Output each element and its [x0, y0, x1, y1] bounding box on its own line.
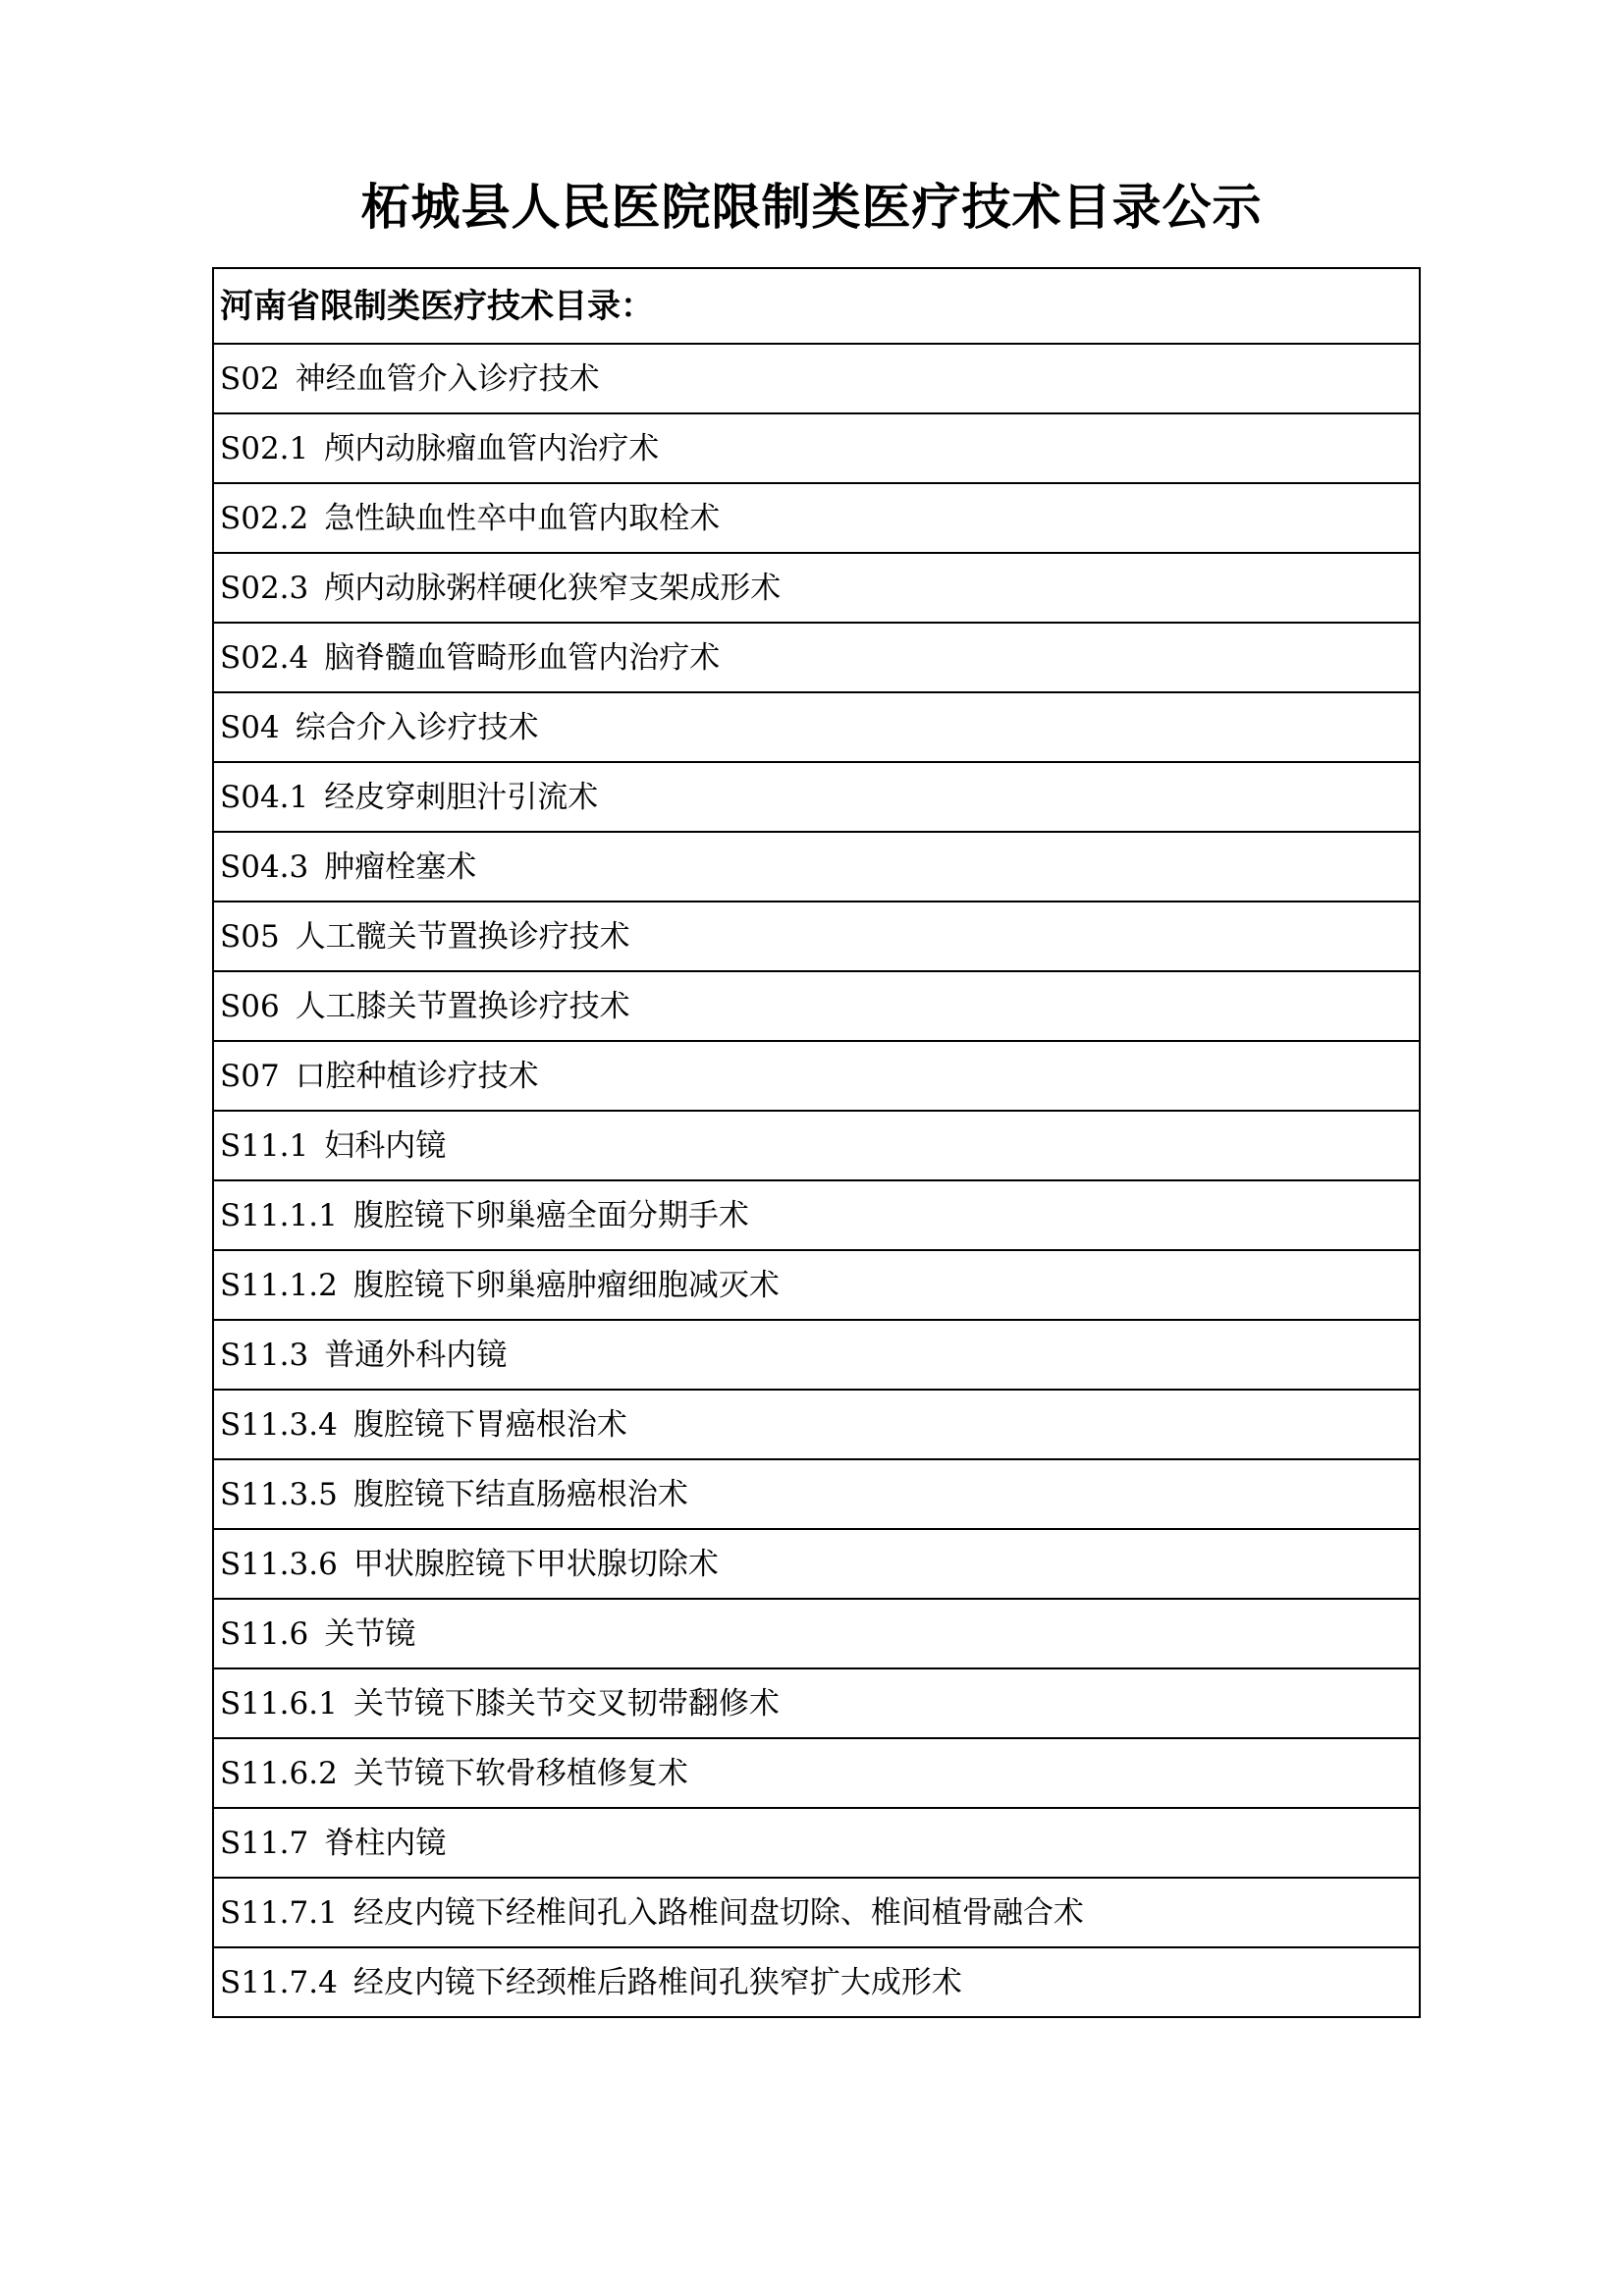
table-cell — [213, 553, 1420, 623]
technique-code: S11.1 — [220, 1127, 309, 1164]
table-cell — [213, 413, 1420, 483]
table-row — [213, 1529, 1420, 1599]
table-row — [213, 1878, 1420, 1947]
technique-code: S05 — [220, 918, 280, 955]
technique-code: S11.1.2 — [220, 1267, 338, 1303]
technique-code: S06 — [220, 988, 280, 1024]
technique-code: S02.1 — [220, 430, 309, 466]
technique-name: 关节镜下膝关节交叉韧带翻修术 — [352, 1685, 780, 1722]
table-row — [213, 413, 1420, 483]
technique-name: 腹腔镜下卵巢癌全面分期手术 — [352, 1197, 749, 1233]
table-cell — [213, 1041, 1420, 1111]
table-row — [213, 1947, 1420, 2017]
technique-name: 关节镜 — [324, 1615, 416, 1652]
technique-code: S02.4 — [220, 639, 309, 676]
table-row — [213, 692, 1420, 762]
technique-name: 普通外科内镜 — [324, 1337, 508, 1373]
table-cell — [213, 483, 1420, 553]
table-row — [213, 483, 1420, 553]
technique-code: S11.7.4 — [220, 1964, 338, 2000]
table-cell — [213, 692, 1420, 762]
table-cell — [213, 762, 1420, 832]
catalog-table — [212, 267, 1421, 2018]
table-row — [213, 1111, 1420, 1180]
technique-name: 综合介入诊疗技术 — [295, 709, 539, 745]
table-cell — [213, 1808, 1420, 1878]
table-row — [213, 1459, 1420, 1529]
technique-code: S02.2 — [220, 500, 309, 536]
technique-code: S11.3.4 — [220, 1406, 338, 1443]
table-row — [213, 1180, 1420, 1250]
table-cell — [213, 344, 1420, 413]
technique-name: 甲状腺腔镜下甲状腺切除术 — [352, 1546, 719, 1582]
technique-code: S11.6.1 — [220, 1685, 338, 1722]
technique-name: 肿瘤栓塞术 — [324, 848, 477, 885]
table-cell — [213, 1878, 1420, 1947]
technique-name: 口腔种植诊疗技术 — [295, 1058, 539, 1094]
table-header-cell: 河南省限制类医疗技术目录： — [213, 268, 1420, 344]
technique-name: 神经血管介入诊疗技术 — [295, 360, 600, 397]
technique-name: 经皮穿刺胆汁引流术 — [324, 779, 599, 815]
table-cell — [213, 832, 1420, 902]
table-row — [213, 762, 1420, 832]
technique-name: 经皮内镜下经椎间孔入路椎间盘切除、椎间植骨融合术 — [352, 1894, 1084, 1931]
technique-name: 妇科内镜 — [324, 1127, 447, 1164]
table-row — [213, 553, 1420, 623]
technique-code: S11.6 — [220, 1615, 309, 1652]
technique-name: 人工髋关节置换诊疗技术 — [295, 918, 630, 955]
table-row — [213, 344, 1420, 413]
technique-name: 脑脊髓血管畸形血管内治疗术 — [324, 639, 721, 676]
table-row — [213, 1041, 1420, 1111]
technique-code: S11.3 — [220, 1337, 309, 1373]
table-row — [213, 623, 1420, 692]
table-cell — [213, 1738, 1420, 1808]
table-cell — [213, 1320, 1420, 1390]
technique-code: S04.3 — [220, 848, 309, 885]
table-row — [213, 902, 1420, 971]
technique-code: S11.3.6 — [220, 1546, 338, 1582]
table-row — [213, 1808, 1420, 1878]
technique-code: S11.6.2 — [220, 1755, 338, 1791]
technique-code: S07 — [220, 1058, 280, 1094]
technique-name: 腹腔镜下卵巢癌肿瘤细胞减灭术 — [352, 1267, 780, 1303]
catalog-table-body — [213, 268, 1420, 2017]
technique-name: 颅内动脉粥样硬化狭窄支架成形术 — [324, 570, 782, 606]
technique-name: 关节镜下软骨移植修复术 — [352, 1755, 688, 1791]
technique-name: 腹腔镜下胃癌根治术 — [352, 1406, 627, 1443]
technique-code: S11.3.5 — [220, 1476, 338, 1512]
table-cell — [213, 1390, 1420, 1459]
table-row — [213, 1390, 1420, 1459]
table-cell — [213, 1459, 1420, 1529]
table-cell — [213, 1529, 1420, 1599]
table-row — [213, 1320, 1420, 1390]
table-row — [213, 832, 1420, 902]
technique-name: 急性缺血性卒中血管内取栓术 — [324, 500, 721, 536]
table-cell — [213, 902, 1420, 971]
table-row — [213, 1599, 1420, 1668]
table-cell — [213, 1947, 1420, 2017]
page-title: 柘城县人民医院限制类医疗技术目录公示 — [360, 178, 1263, 236]
table-cell — [213, 1668, 1420, 1738]
table-cell — [213, 623, 1420, 692]
table-row — [213, 1668, 1420, 1738]
technique-name: 人工膝关节置换诊疗技术 — [295, 988, 630, 1024]
technique-code: S04.1 — [220, 779, 309, 815]
table-header-row — [213, 268, 1420, 344]
table-row — [213, 1738, 1420, 1808]
table-row — [213, 1250, 1420, 1320]
technique-name: 经皮内镜下经颈椎后路椎间孔狭窄扩大成形术 — [352, 1964, 962, 2000]
technique-code: S02 — [220, 360, 280, 397]
table-cell — [213, 971, 1420, 1041]
technique-code: S11.7 — [220, 1825, 309, 1861]
table-cell — [213, 1599, 1420, 1668]
technique-code: S11.7.1 — [220, 1894, 338, 1931]
technique-name: 脊柱内镜 — [324, 1825, 447, 1861]
technique-code: S04 — [220, 709, 280, 745]
technique-name: 腹腔镜下结直肠癌根治术 — [352, 1476, 688, 1512]
technique-name: 颅内动脉瘤血管内治疗术 — [324, 430, 660, 466]
table-cell — [213, 1111, 1420, 1180]
table-cell — [213, 1250, 1420, 1320]
table-cell — [213, 1180, 1420, 1250]
technique-code: S11.1.1 — [220, 1197, 338, 1233]
table-row — [213, 971, 1420, 1041]
technique-code: S02.3 — [220, 570, 309, 606]
